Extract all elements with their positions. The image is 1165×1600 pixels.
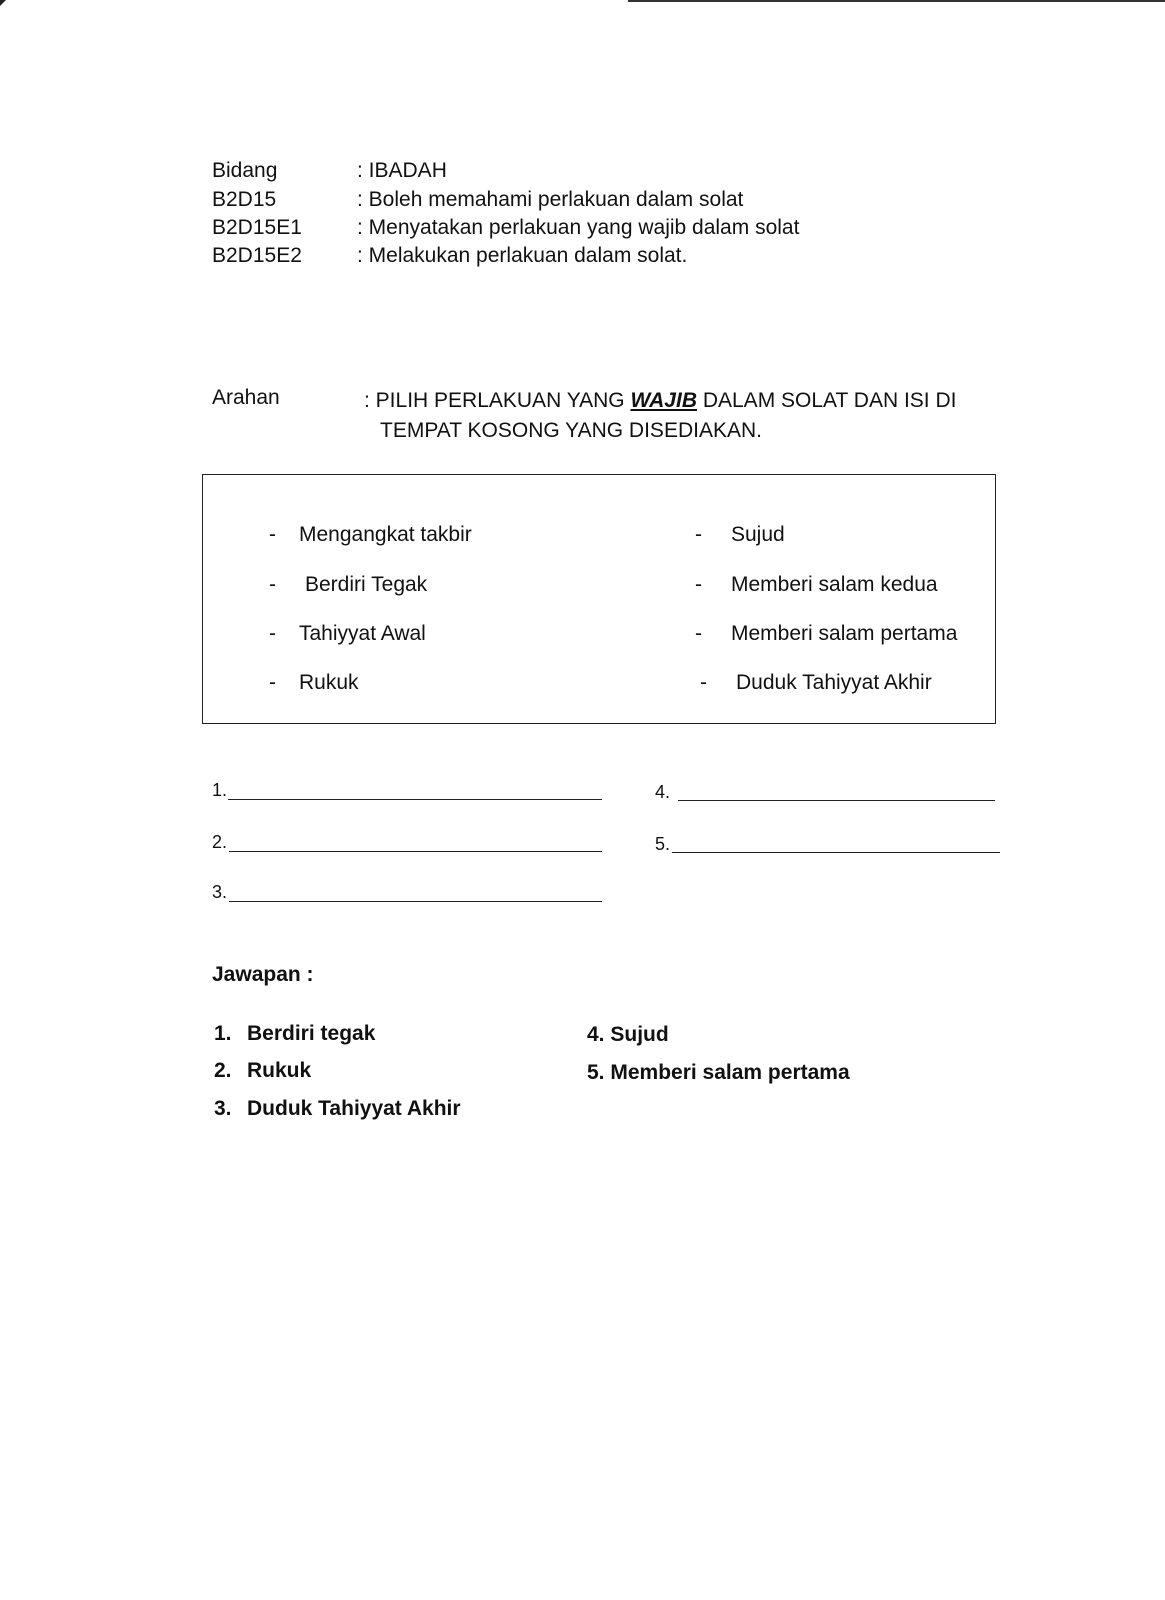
- instruction-suffix: DALAM SOLAT DAN ISI DI: [697, 389, 957, 412]
- answer-item-2: [214, 1059, 311, 1083]
- blank-line-3[interactable]: [212, 882, 227, 903]
- answer-number: 2.: [214, 1059, 232, 1082]
- option-right-1: [695, 523, 785, 547]
- blank-line-2[interactable]: [212, 832, 227, 853]
- blank-line-5[interactable]: [655, 834, 670, 855]
- header-value: : Menyatakan perlakuan yang wajib dalam solat: [357, 216, 800, 239]
- option-label: Sujud: [731, 523, 785, 546]
- option-left-3: [269, 622, 426, 646]
- option-right-3: [695, 622, 957, 646]
- option-left-2: [269, 573, 427, 597]
- option-label: Tahiyyat Awal: [299, 622, 426, 645]
- option-dash: -: [269, 573, 276, 596]
- answer-number: 4.: [587, 1023, 605, 1046]
- option-dash: -: [269, 671, 276, 694]
- option-dash: -: [700, 671, 707, 694]
- answer-text: Berdiri tegak: [247, 1022, 376, 1045]
- options-box: [202, 474, 996, 724]
- option-label: Memberi salam kedua: [731, 573, 938, 596]
- option-label: Rukuk: [299, 671, 359, 694]
- header-key: B2D15: [212, 188, 277, 211]
- instruction-prefix: : PILIH PERLAKUAN YANG: [364, 389, 631, 412]
- option-label: Memberi salam pertama: [731, 622, 958, 645]
- scan-corner-mark: [0, 0, 6, 6]
- answer-item-3: [214, 1097, 461, 1121]
- option-right-4: [700, 671, 932, 695]
- header-key: B2D15E2: [212, 244, 302, 267]
- answer-item-1: [214, 1022, 375, 1046]
- instruction-text: [364, 386, 1004, 446]
- option-right-2: [695, 573, 938, 597]
- scan-top-edge-line: [628, 0, 1165, 2]
- option-label: Mengangkat takbir: [299, 523, 472, 546]
- option-dash: -: [695, 622, 702, 645]
- answer-text: Rukuk: [247, 1059, 312, 1082]
- answer-text: Duduk Tahiyyat Akhir: [247, 1097, 461, 1120]
- option-left-4: [269, 671, 359, 695]
- header-value: : Boleh memahami perlakuan dalam solat: [357, 188, 744, 211]
- instruction-label: Arahan: [212, 386, 280, 409]
- answer-item-4: [587, 1023, 669, 1047]
- blank-underline: [678, 800, 995, 801]
- option-dash: -: [269, 622, 276, 645]
- header-key: Bidang: [212, 159, 278, 182]
- option-left-1: [269, 523, 472, 547]
- header-value: : IBADAH: [357, 159, 447, 182]
- answer-item-5: [587, 1061, 850, 1085]
- option-label: Berdiri Tegak: [305, 573, 428, 596]
- option-dash: -: [269, 523, 276, 546]
- option-dash: -: [695, 573, 702, 596]
- blank-number: 2.: [212, 832, 228, 852]
- blank-underline: [228, 799, 602, 800]
- answer-number: 1.: [214, 1022, 232, 1045]
- option-label: Duduk Tahiyyat Akhir: [736, 671, 932, 694]
- blank-line-1[interactable]: [212, 780, 227, 801]
- answer-text: Memberi salam pertama: [610, 1061, 850, 1084]
- instruction-emphasis: WAJIB: [630, 389, 697, 412]
- blank-number: 5.: [655, 834, 671, 854]
- answer-text: Sujud: [610, 1023, 669, 1046]
- blank-number: 4.: [655, 782, 671, 802]
- answers-title: Jawapan :: [212, 963, 314, 986]
- blank-line-4[interactable]: [655, 782, 670, 803]
- answer-number: 3.: [214, 1097, 232, 1120]
- instruction-line2: TEMPAT KOSONG YANG DISEDIAKAN.: [380, 419, 762, 442]
- blank-number: 1.: [212, 780, 228, 800]
- header-value: : Melakukan perlakuan dalam solat.: [357, 244, 688, 267]
- blank-underline: [229, 851, 602, 852]
- option-dash: -: [695, 523, 702, 546]
- blank-underline: [229, 901, 602, 902]
- blank-underline: [672, 852, 1000, 853]
- answer-number: 5.: [587, 1061, 605, 1084]
- header-key: B2D15E1: [212, 216, 302, 239]
- blank-number: 3.: [212, 882, 228, 902]
